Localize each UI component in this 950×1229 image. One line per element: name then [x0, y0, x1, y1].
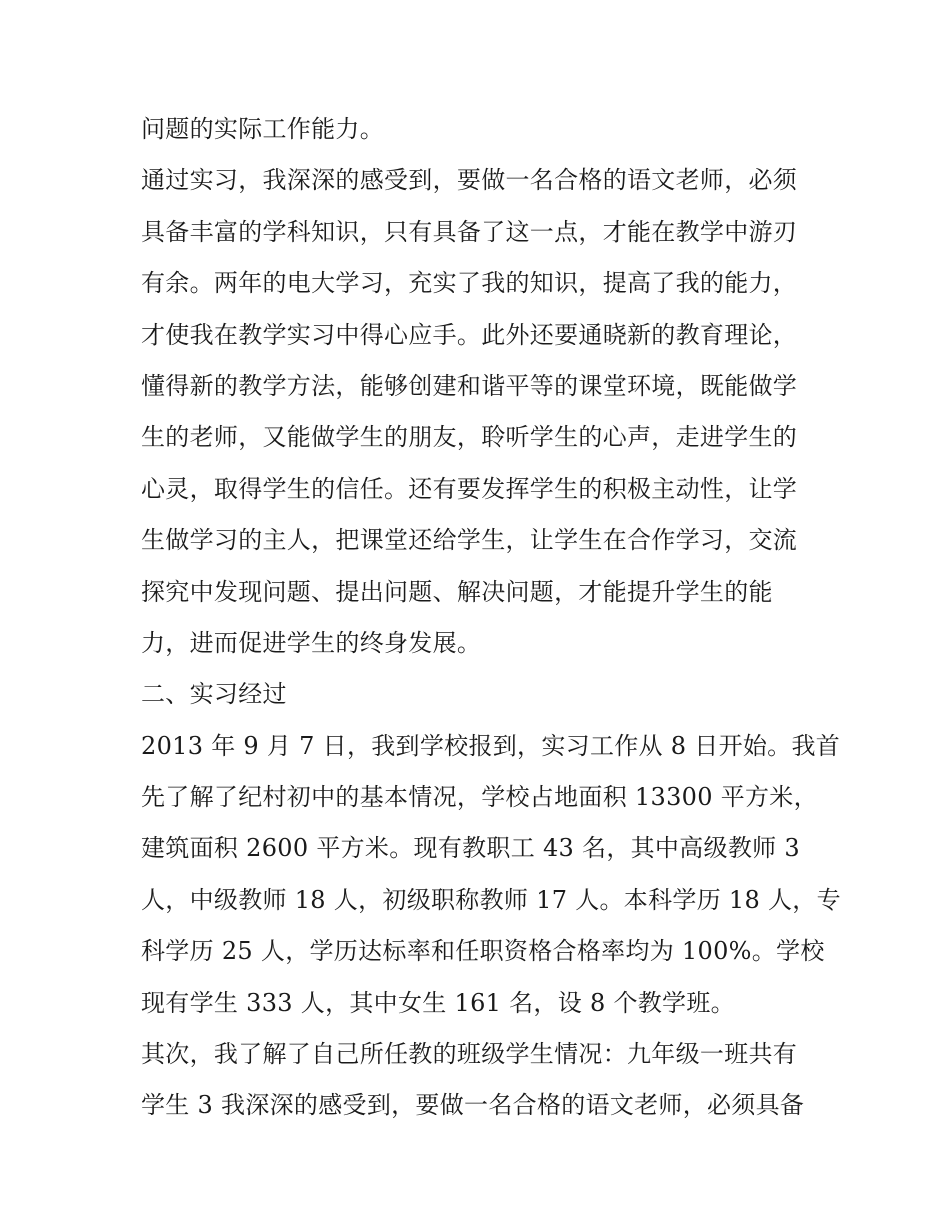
text-line: 生的老师，又能做学生的朋友，聆听学生的心声，走进学生的 — [141, 423, 798, 452]
text-line: 2013 年 9 月 7 日，我到学校报到，实习工作从 8 日开始。我首 — [141, 731, 841, 760]
body-text — [141, 104, 841, 1132]
text-line: 通过实习，我深深的感受到，要做一名合格的语文老师，必须 — [141, 166, 798, 195]
text-line: 具备丰富的学科知识，只有具备了这一点，才能在教学中游刃 — [141, 217, 798, 246]
section-heading: 二、实习经过 — [141, 680, 287, 709]
text-line: 科学历 25 人，学历达标率和任职资格合格率均为 100%。学校 — [141, 937, 825, 966]
text-line: 生做学习的主人，把课堂还给学生，让学生在合作学习，交流 — [141, 526, 798, 555]
text-line: 心灵，取得学生的信任。还有要发挥学生的积极主动性，让学 — [141, 474, 798, 503]
text-line: 问题的实际工作能力。 — [141, 115, 384, 143]
text-line: 学生 3 我深深的感受到，要做一名合格的语文老师，必须具备 — [141, 1091, 805, 1120]
text-line: 先了解了纪村初中的基本情况，学校占地面积 13300 平方米， — [141, 783, 818, 812]
text-line: 其次，我了解了自己所任教的班级学生情况：九年级一班共有 — [141, 1040, 798, 1069]
text-line: 力，进而促进学生的终身发展。 — [141, 628, 482, 657]
text-line: 现有学生 333 人，其中女生 161 名，设 8 个教学班。 — [141, 988, 735, 1017]
text-line: 建筑面积 2600 平方米。现有教职工 43 名，其中高级教师 3 — [141, 834, 800, 863]
text-line: 探究中发现问题、提出问题、解决问题，才能提升学生的能 — [141, 577, 773, 606]
text-line: 人，中级教师 18 人，初级职称教师 17 人。本科学历 18 人，专 — [141, 885, 841, 914]
text-line: 懂得新的教学方法，能够创建和谐平等的课堂环境，既能做学 — [141, 371, 798, 400]
text-line: 有余。两年的电大学习，充实了我的知识，提高了我的能力， — [141, 269, 798, 298]
text-line: 才使我在教学实习中得心应手。此外还要通晓新的教育理论， — [141, 320, 798, 349]
